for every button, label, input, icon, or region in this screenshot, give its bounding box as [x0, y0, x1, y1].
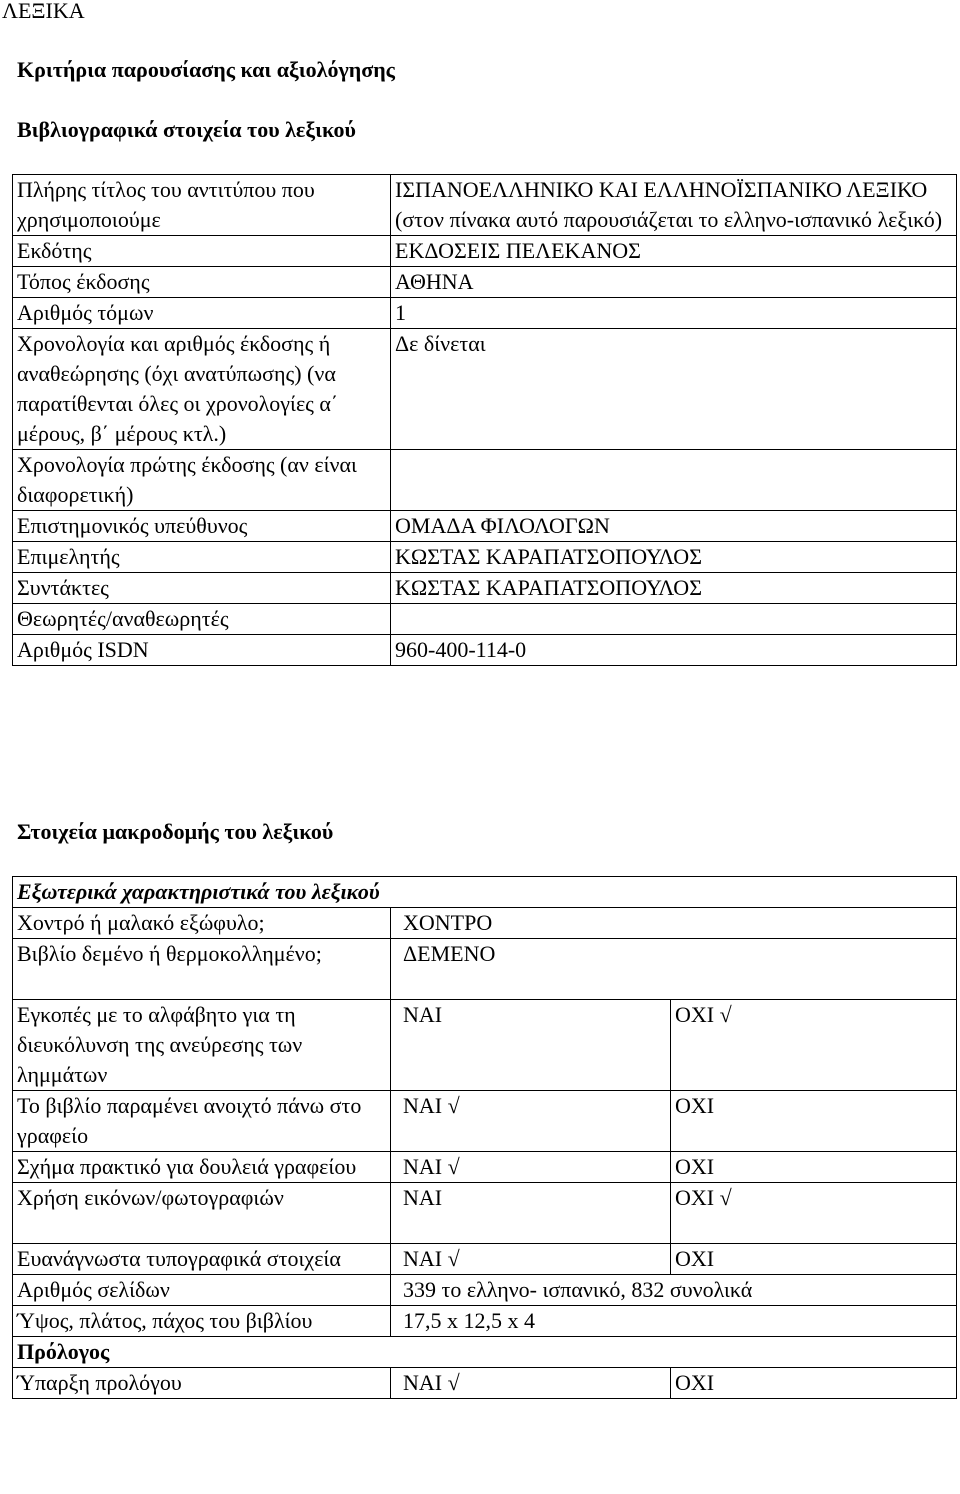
volumes-label: Αριθμός τόμων	[13, 298, 391, 329]
no-cell: ΟΧΙ √	[671, 1183, 957, 1244]
authors-label: Συντάκτες	[13, 573, 391, 604]
no-cell: ΟΧΙ	[671, 1091, 957, 1152]
table-row	[13, 511, 957, 542]
place-label: Τόπος έκδοσης	[13, 267, 391, 298]
table-row	[13, 573, 957, 604]
table-row	[13, 450, 957, 511]
biblio-table	[12, 174, 957, 666]
external-header: Εξωτερικά χαρακτηριστικά του λεξικού	[13, 877, 957, 908]
size-label: Ύψος, πλάτος, πάχος του βιβλίου	[13, 1306, 391, 1337]
table-row	[13, 1183, 957, 1244]
table-row	[13, 1152, 957, 1183]
row-label: Εγκοπές με το αλφάβητο για τη διευκόλυνση της ανεύρεσης των λημμάτων	[13, 1000, 391, 1091]
editor-label: Επιμελητής	[13, 542, 391, 573]
preface-yes: ΝΑΙ √	[391, 1368, 671, 1399]
row-label: Χρήση εικόνων/φωτογραφιών	[13, 1183, 391, 1244]
table-row	[13, 1306, 957, 1337]
preface-header: Πρόλογος	[13, 1337, 957, 1368]
macro-heading: Στοιχεία μακροδομής του λεξικού	[17, 819, 334, 844]
yes-cell: ΝΑΙ	[391, 1000, 671, 1091]
table-row	[13, 298, 957, 329]
table-row	[13, 1368, 957, 1399]
table-row	[13, 877, 957, 908]
row-label: Ευανάγνωστα τυπογραφικά στοιχεία	[13, 1244, 391, 1275]
place-value: ΑΘΗΝΑ	[391, 267, 957, 298]
row-label: Σχήμα πρακτικό για δουλειά γραφείου	[13, 1152, 391, 1183]
isdn-value: 960-400-114-0	[391, 635, 957, 666]
cover-value: ΧΟΝΤΡΟ	[391, 908, 957, 939]
full-title-label: Πλήρης τίτλος του αντιτύπου που χρησιμοποιούμε	[13, 175, 391, 236]
authors-value: ΚΩΣΤΑΣ ΚΑΡΑΠΑΤΣΟΠΟΥΛΟΣ	[391, 573, 957, 604]
pages-label: Αριθμός σελίδων	[13, 1275, 391, 1306]
cover-label: Χοντρό ή μαλακό εξώφυλο;	[13, 908, 391, 939]
table-row	[13, 542, 957, 573]
criteria-heading: Κριτήρια παρουσίασης και αξιολόγησης	[17, 57, 395, 82]
full-title-value: ΙΣΠΑΝΟΕΛΛΗΝΙΚΟ ΚΑΙ ΕΛΛΗΝΟΪΣΠΑΝΙΚΟ ΛΕΞΙΚΟ (στον πίνακα αυτό παρουσιάζεται το ελληνο-ισπανικό λεξικό)	[391, 175, 957, 236]
table-row	[13, 267, 957, 298]
table-row	[13, 236, 957, 267]
chronology-label: Χρονολογία και αριθμός έκδοσης ή αναθεώρησης (όχι ανατύπωσης) (να παρατίθενται όλες οι χρονολογίες α΄ μέρους, β΄ μέρους κτλ.)	[13, 329, 391, 450]
size-value: 17,5 x 12,5 x 4	[391, 1306, 957, 1337]
table-row	[13, 1000, 957, 1091]
scientific-label: Επιστημονικός υπεύθυνος	[13, 511, 391, 542]
table-row	[13, 1337, 957, 1368]
preface-label: Ύπαρξη προλόγου	[13, 1368, 391, 1399]
volumes-value: 1	[391, 298, 957, 329]
scientific-value: ΟΜΑΔΑ ΦΙΛΟΛΟΓΩΝ	[391, 511, 957, 542]
preface-no: ΟΧΙ	[671, 1368, 957, 1399]
reviewers-value	[391, 604, 957, 635]
table-row	[13, 604, 957, 635]
biblio-heading: Βιβλιογραφικά στοιχεία του λεξικού	[17, 117, 356, 142]
table-row	[13, 1275, 957, 1306]
yes-cell: ΝΑΙ √	[391, 1152, 671, 1183]
table-row	[13, 175, 957, 236]
row-label: Το βιβλίο παραμένει ανοιχτό πάνω στο γραφείο	[13, 1091, 391, 1152]
publisher-value: ΕΚΔΟΣΕΙΣ ΠΕΛΕΚΑΝΟΣ	[391, 236, 957, 267]
first-edition-value	[391, 450, 957, 511]
yes-cell: ΝΑΙ √	[391, 1091, 671, 1152]
table-row	[13, 908, 957, 939]
page-title: ΛΕΞΙΚΑ	[2, 0, 85, 23]
table-row	[13, 1091, 957, 1152]
first-edition-label: Χρονολογία πρώτης έκδοσης (αν είναι διαφορετική)	[13, 450, 391, 511]
editor-value: ΚΩΣΤΑΣ ΚΑΡΑΠΑΤΣΟΠΟΥΛΟΣ	[391, 542, 957, 573]
binding-value: ΔΕΜΕΝΟ	[391, 939, 957, 1000]
macro-table	[12, 876, 957, 1399]
binding-label: Βιβλίο δεμένο ή θερμοκολλημένο;	[13, 939, 391, 1000]
no-cell: ΟΧΙ	[671, 1152, 957, 1183]
pages-value: 339 το ελληνο- ισπανικό, 832 συνολικά	[391, 1275, 957, 1306]
table-row	[13, 939, 957, 1000]
chronology-value: Δε δίνεται	[391, 329, 957, 450]
no-cell: ΟΧΙ √	[671, 1000, 957, 1091]
table-row	[13, 1244, 957, 1275]
yes-cell: ΝΑΙ	[391, 1183, 671, 1244]
isdn-label: Αριθμός ISDN	[13, 635, 391, 666]
no-cell: ΟΧΙ	[671, 1244, 957, 1275]
table-row	[13, 635, 957, 666]
publisher-label: Εκδότης	[13, 236, 391, 267]
reviewers-label: Θεωρητές/αναθεωρητές	[13, 604, 391, 635]
yes-cell: ΝΑΙ √	[391, 1244, 671, 1275]
table-row	[13, 329, 957, 450]
